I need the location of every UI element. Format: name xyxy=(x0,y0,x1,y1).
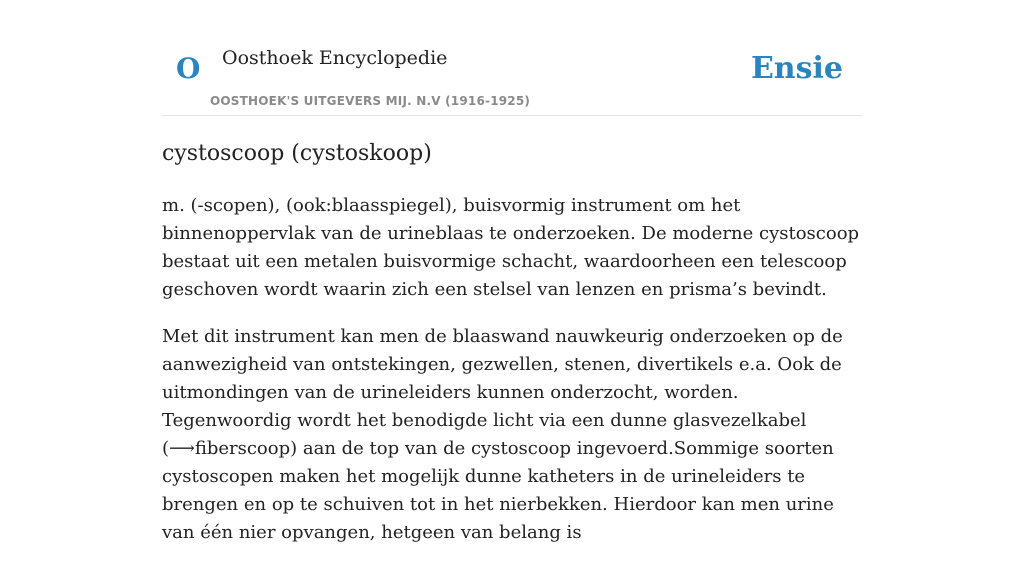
entry-paragraph: Met dit instrument kan men de blaaswand nauwkeurig onderzoeken op de aanwezigheid van ontstekingen, gezwellen, stenen, divertikels e.a. Ook de uitmondingen van de urineleiders kunnen onderzocht, worden. Tegenwoordig wordt het benodigde licht via een dunne glasvezelkabel (⟶fiberscoop) aan de top van de cystoscoop ingevoerd.Sommige soorten cystoscopen maken het mogelijk dunne katheters in de urineleiders te brengen en op te schuiven tot in het nierbekken. Hierdoor kan men urine van één nier opvangen, hetgeen van belang is xyxy=(162,326,843,543)
entry-paragraph: m. (-scopen), (ook:blaasspiegel), buisvormig instrument om het binnenoppervlak van de urineblaas te onderzoeken. De moderne cystoscoop bestaat uit een metalen buisvormige schacht, waardoorheen een telescoop geschoven wordt waarin zich een stelsel van lenzen en prisma’s bevindt. xyxy=(162,195,860,300)
source-subtitle: OOSTHOEK'S UITGEVERS MIJ. N.V (1916-1925) xyxy=(210,94,531,108)
ensie-brand-logo[interactable]: Ensie xyxy=(750,51,843,86)
source-title[interactable]: Oosthoek Encyclopedie xyxy=(222,47,448,69)
source-header xyxy=(162,0,862,116)
page xyxy=(162,0,862,543)
entry-title: cystoscoop (cystoskoop) xyxy=(162,141,432,166)
entry-body xyxy=(162,192,862,566)
source-logo: O xyxy=(176,52,201,85)
